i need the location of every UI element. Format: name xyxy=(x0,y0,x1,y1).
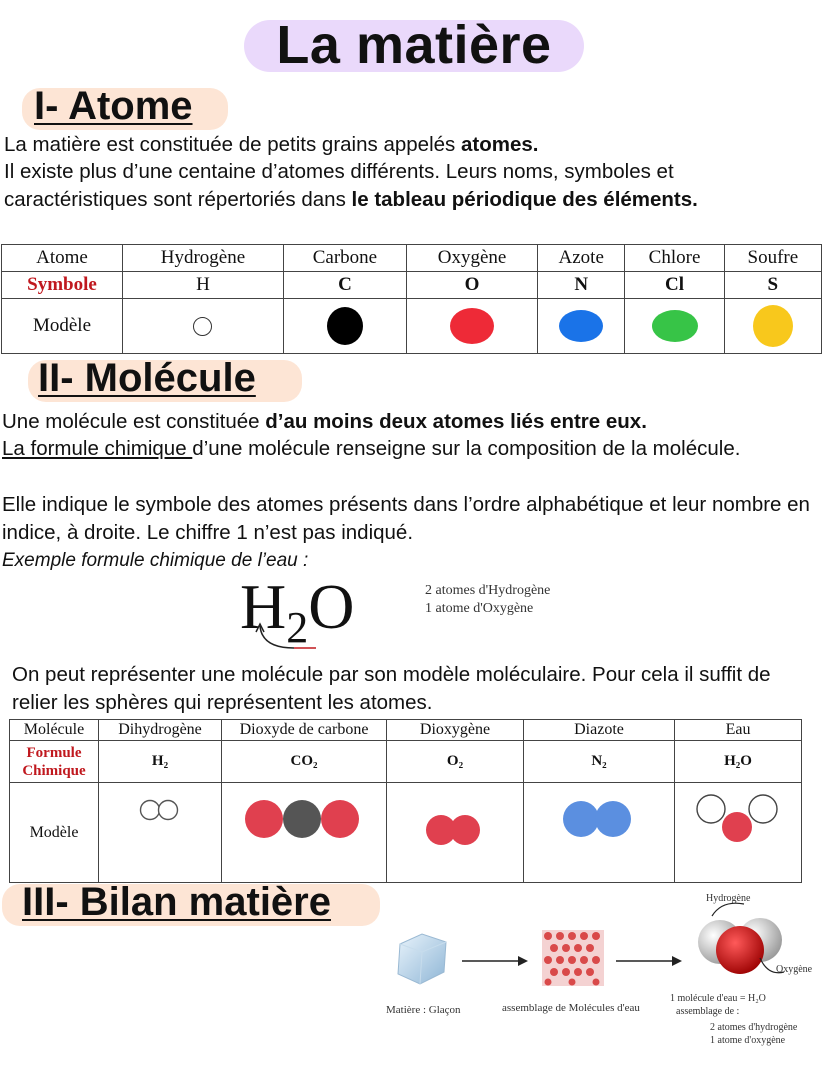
ice-label: Matière : Glaçon xyxy=(386,1004,461,1016)
molecule-name: Dihydrogène xyxy=(99,720,222,741)
arrow-right-icon xyxy=(614,954,684,968)
dihydrogen-model xyxy=(135,797,185,823)
page-title: La matière xyxy=(276,15,552,75)
paragraph: La formule chimique d’une molécule renseigne sur la composition de la molécule. xyxy=(2,437,741,460)
molecule-formula: N₂ xyxy=(524,741,675,783)
carbon-sphere xyxy=(327,307,363,345)
atom-symbol: Cl xyxy=(625,272,724,299)
atom-name: Chlore xyxy=(625,245,724,272)
molecule-formula: H₂O xyxy=(675,741,802,783)
paragraph: On peut représenter une molécule par son modèle moléculaire. Pour cela il suffit de relier les sphères qui représentent les atomes. xyxy=(12,663,771,714)
molecule-formula: O₂ xyxy=(387,741,524,783)
caption: 1 atome d'oxygène xyxy=(710,1035,786,1046)
row-header: Formule Chimique xyxy=(10,741,99,783)
hydrogen-sphere xyxy=(193,317,212,336)
carbon-dioxide-model xyxy=(244,797,364,841)
formula-note: 1 atome d'Oxygène xyxy=(425,601,534,616)
molecule-model xyxy=(387,783,524,883)
caption: 1 molécule d'eau = H₂O xyxy=(670,993,766,1004)
atom-name: Soufre xyxy=(724,245,821,272)
atom-name: Oxygène xyxy=(407,245,538,272)
assembly-label: assemblage de Molécules d'eau xyxy=(502,1002,640,1014)
atom-symbol: S xyxy=(724,272,821,299)
molecule-model xyxy=(524,783,675,883)
molecule-model xyxy=(222,783,387,883)
section-heading-atome: I- Atome xyxy=(34,84,193,128)
atom-symbol: H xyxy=(123,272,284,299)
molecule-assembly-icon xyxy=(540,928,606,988)
dioxygen-model xyxy=(423,812,487,848)
oxygen-label: Oxygène xyxy=(776,964,813,975)
paragraph: Elle indique le symbole des atomes présents dans l’ordre alphabétique et leur nombre en indice, à droite. Le chiffre 1 n’est pas indiqué. xyxy=(2,493,810,544)
row-header: Atome xyxy=(2,245,123,272)
ice-cube-icon xyxy=(392,928,452,988)
atom-model xyxy=(407,299,538,354)
section-heading-molecule: II- Molécule xyxy=(38,356,256,400)
nitrogen-sphere xyxy=(559,310,603,342)
molecule-table xyxy=(9,719,802,883)
atom-symbol: O xyxy=(407,272,538,299)
molecule-model xyxy=(99,783,222,883)
atom-model xyxy=(724,299,821,354)
atom-model xyxy=(283,299,406,354)
paragraph: Il existe plus d’une centaine d’atomes différents. Leurs noms, symboles et caractéristiques sont répertoriés dans le tableau périodique des éléments. xyxy=(4,160,698,211)
atom-name: Azote xyxy=(538,245,625,272)
row-header: Modèle xyxy=(10,783,99,883)
atom-model xyxy=(123,299,284,354)
caption: 2 atomes d'hydrogène xyxy=(710,1022,798,1033)
caption: assemblage de : xyxy=(676,1006,740,1017)
example-label: Exemple formule chimique de l’eau : xyxy=(2,550,309,571)
water-model xyxy=(695,793,781,849)
atom-symbol: N xyxy=(538,272,625,299)
row-header: Modèle xyxy=(2,299,123,354)
atom-table xyxy=(1,244,822,354)
atom-symbol: C xyxy=(283,272,406,299)
hydrogen-label: Hydrogène xyxy=(706,893,751,904)
paragraph: La matière est constituée de petits grains appelés atomes. xyxy=(4,133,539,156)
section-heading-bilan: III- Bilan matière xyxy=(22,880,331,924)
molecule-formula: CO₂ xyxy=(222,741,387,783)
oxygen-sphere xyxy=(450,308,494,344)
chlorine-sphere xyxy=(652,310,698,342)
arrow-right-icon xyxy=(460,954,530,968)
sulfur-sphere xyxy=(753,305,793,347)
molecule-model xyxy=(675,783,802,883)
molecule-name: Dioxygène xyxy=(387,720,524,741)
formula-arrow-icon xyxy=(250,620,320,656)
atom-name: Carbone xyxy=(283,245,406,272)
water-formula: $H_2O$ xyxy=(240,571,355,652)
molecule-name: Eau xyxy=(675,720,802,741)
row-header: Molécule xyxy=(10,720,99,741)
paragraph: Une molécule est constituée d’au moins deux atomes liés entre eux. xyxy=(2,410,647,433)
atom-name: Hydrogène xyxy=(123,245,284,272)
molecule-name: Diazote xyxy=(524,720,675,741)
row-header: Symbole xyxy=(2,272,123,299)
molecule-formula: H₂ xyxy=(99,741,222,783)
molecule-name: Dioxyde de carbone xyxy=(222,720,387,741)
formula-note: 2 atomes d'Hydrogène xyxy=(425,583,551,598)
atom-model xyxy=(538,299,625,354)
atom-model xyxy=(625,299,724,354)
dinitrogen-model xyxy=(561,799,637,839)
